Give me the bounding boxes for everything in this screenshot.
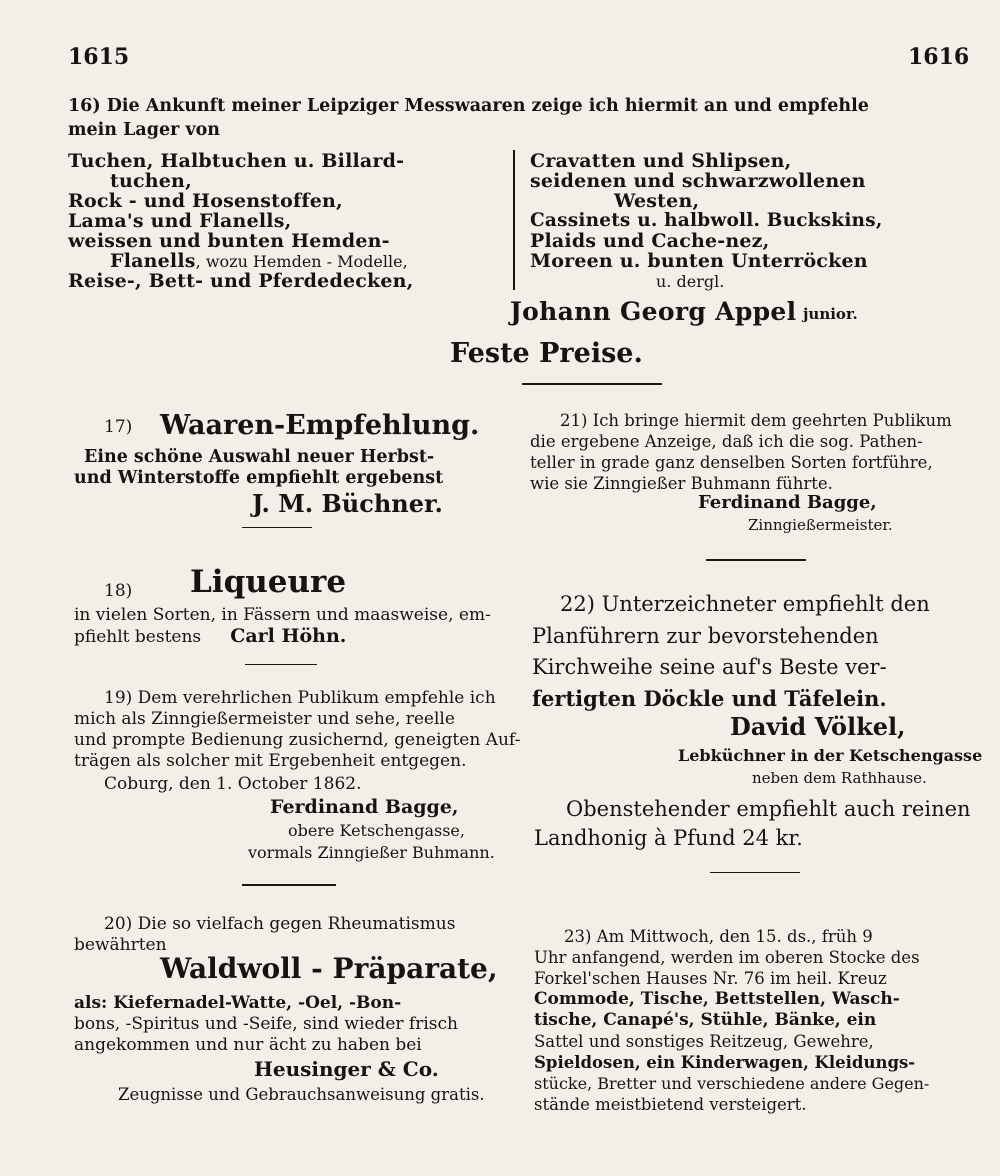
ad19-sig3: vormals Zinngießer Buhmann. bbox=[248, 843, 495, 862]
ad22-line: Kirchweihe seine auf's Beste ver- bbox=[532, 655, 887, 679]
ad16-right-item: Moreen u. bunten Unterröcken bbox=[530, 250, 868, 272]
horizontal-rule bbox=[242, 527, 312, 528]
ad16-left-item: Reise-, Bett- und Pferdedecken, bbox=[68, 270, 414, 292]
ad18-line2-text: pfiehlt bestens bbox=[74, 627, 202, 647]
ad18-line1: in vielen Sorten, in Fässern und maasweise, em- bbox=[74, 605, 491, 625]
ad22-line: 22) Unterzeichneter empfiehlt den bbox=[560, 592, 930, 616]
horizontal-rule bbox=[245, 664, 317, 665]
ad23-line: Commode, Tische, Bettstellen, Wasch- bbox=[534, 989, 900, 1009]
ad23-line: Sattel und sonstiges Reitzeug, Gewehre, bbox=[534, 1032, 874, 1051]
ad20-line2: bewährten bbox=[74, 935, 167, 955]
ad16-left-item: Tuchen, Halbtuchen u. Billard- bbox=[68, 150, 405, 172]
ad23-line: stände meistbietend versteigert. bbox=[534, 1095, 807, 1114]
ad22-extra1: Obenstehender empfiehlt auch reinen bbox=[566, 797, 971, 821]
ad20-line: bons, -Spiritus und -Seife, sind wieder frisch bbox=[74, 1014, 458, 1034]
ad16-junior: junior. bbox=[803, 305, 858, 323]
ad19-signature: Ferdinand Bagge, bbox=[270, 796, 459, 818]
ad23-line: 23) Am Mittwoch, den 15. ds., früh 9 bbox=[564, 927, 873, 946]
column-divider bbox=[513, 150, 515, 290]
ad23-line: stücke, Bretter und verschiedene andere Gegen- bbox=[534, 1074, 930, 1093]
ad20-signature: Heusinger & Co. bbox=[254, 1057, 439, 1081]
ad21-line: die ergebene Anzeige, daß ich die sog. Pathen- bbox=[530, 432, 923, 451]
ad22-sig3: neben dem Rathhause. bbox=[752, 769, 927, 787]
ad19-place-date: Coburg, den 1. October 1862. bbox=[104, 774, 362, 794]
ad16-right-item: Cassinets u. halbwoll. Buckskins, bbox=[530, 210, 883, 231]
ad17-line2: und Winterstoffe empfiehlt ergebenst bbox=[74, 468, 444, 488]
ad22-signature: David Völkel, bbox=[730, 712, 906, 741]
horizontal-rule bbox=[242, 884, 336, 886]
ad16-left-item: weissen und bunten Hemden- bbox=[68, 230, 390, 252]
ad21-line: wie sie Zinngießer Buhmann führte. bbox=[530, 474, 833, 493]
ad16-right-item: Cravatten und Shlipsen, bbox=[530, 150, 792, 172]
horizontal-rule bbox=[706, 559, 806, 561]
ad23-line: tische, Canapé's, Stühle, Bänke, ein bbox=[534, 1010, 877, 1030]
ad16-left-item: Rock - und Hosenstoffen, bbox=[68, 190, 343, 212]
ad19-line: mich als Zinngießermeister und sehe, reelle bbox=[74, 709, 455, 729]
horizontal-rule bbox=[710, 872, 800, 873]
ad19-line: 19) Dem verehrlichen Publikum empfehle ich bbox=[104, 688, 496, 708]
page-number-right: 1616 bbox=[908, 44, 970, 70]
ad22-line: fertigten Döckle und Täfelein. bbox=[532, 686, 887, 711]
ad16-signature: Johann Georg Appel bbox=[510, 297, 797, 326]
ad21-sig2: Zinngießermeister. bbox=[748, 516, 893, 534]
ad16-etc: u. dergl. bbox=[656, 272, 725, 291]
ad20-line: als: Kiefernadel-Watte, -Oel, -Bon- bbox=[74, 993, 402, 1013]
ad19-line: und prompte Bedienung zusichernd, geneigten Auf- bbox=[74, 730, 521, 750]
ad16-flanells-line bbox=[110, 251, 408, 271]
ad16-left-item: tuchen, bbox=[110, 170, 192, 192]
ad20-line1: 20) Die so vielfach gegen Rheumatismus bbox=[104, 914, 456, 934]
ad22-line: Planführern zur bevorstehenden bbox=[532, 624, 879, 648]
ad20-title: Waldwoll - Präparate, bbox=[160, 952, 498, 985]
ad19-sig2: obere Ketschengasse, bbox=[288, 821, 465, 840]
ad23-line: Uhr anfangend, werden im oberen Stocke des bbox=[534, 948, 920, 967]
ad16-right-item: seidenen und schwarzwollenen bbox=[530, 170, 866, 192]
ad18-line2 bbox=[74, 625, 346, 648]
ad16-flanells-note: , wozu Hemden - Modelle, bbox=[195, 252, 408, 271]
ad20-footer: Zeugnisse und Gebrauchsanweisung gratis. bbox=[118, 1085, 485, 1104]
ad17-signature: J. M. Büchner. bbox=[252, 489, 443, 518]
horizontal-rule bbox=[522, 383, 662, 385]
ad21-signature: Ferdinand Bagge, bbox=[698, 492, 877, 513]
ad17-line1: Eine schöne Auswahl neuer Herbst- bbox=[84, 447, 435, 467]
ad17-number: 17) bbox=[104, 417, 133, 437]
ad16-line2: mein Lager von bbox=[68, 120, 221, 140]
ad16-left-item: Lama's und Flanells, bbox=[68, 210, 292, 232]
ad16-line1: 16) Die Ankunft meiner Leipziger Messwaaren zeige ich hiermit an und empfehle bbox=[68, 96, 869, 116]
ad16-right-item: Westen, bbox=[614, 190, 700, 212]
ad16-right-item: Plaids und Cache-nez, bbox=[530, 230, 770, 252]
ad18-title: Liqueure bbox=[190, 564, 347, 600]
ad21-line: teller in grade ganz denselben Sorten fortführe, bbox=[530, 453, 933, 472]
ad22-sig2: Lebküchner in der Ketschengasse bbox=[678, 746, 983, 765]
ad18-number: 18) bbox=[104, 581, 133, 601]
ad23-line: Spieldosen, ein Kinderwagen, Kleidungs- bbox=[534, 1053, 916, 1072]
ad21-line: 21) Ich bringe hiermit dem geehrten Publikum bbox=[560, 411, 952, 430]
ad19-line: trägen als solcher mit Ergebenheit entgegen. bbox=[74, 751, 467, 771]
page-number-left: 1615 bbox=[68, 44, 130, 70]
ad23-line: Forkel'schen Hauses Nr. 76 im heil. Kreuz bbox=[534, 969, 887, 988]
ad16-flanells: Flanells bbox=[110, 250, 196, 272]
ad22-extra2: Landhonig à Pfund 24 kr. bbox=[534, 826, 803, 850]
ad18-signature: Carl Höhn. bbox=[230, 625, 347, 647]
ad16-fixed-prices: Feste Preise. bbox=[450, 338, 643, 369]
ad20-line: angekommen und nur ächt zu haben bei bbox=[74, 1035, 422, 1055]
ad17-title: Waaren-Empfehlung. bbox=[160, 410, 480, 441]
